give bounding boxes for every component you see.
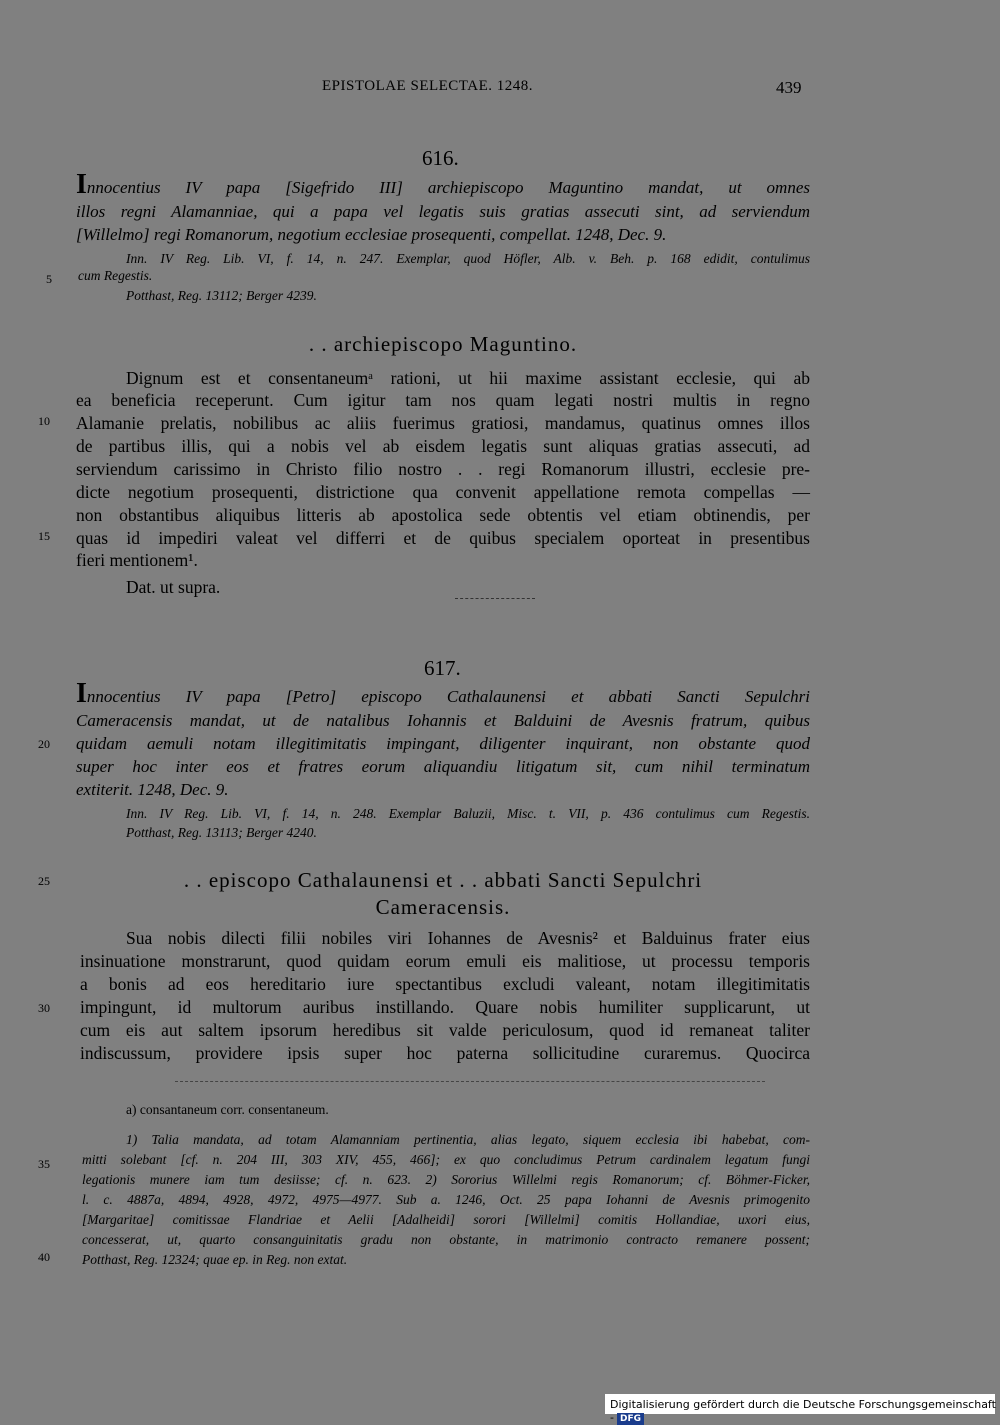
digitization-footer [610, 1398, 1000, 1425]
footer-text: Digitalisierung gefördert durch die Deutsche Forschungsgemeinschaft - [610, 1398, 996, 1424]
footnote-separator [175, 1081, 765, 1082]
body-616-line-9: fieri mentionem¹. [76, 550, 198, 570]
dropcap: I [76, 678, 87, 709]
body-617-line-4: impingunt, id multorum auribus instillando. Quare nobis humiliter supplicarunt, ut [80, 997, 810, 1017]
footnote-line-7: Potthast, Reg. 12324; quae ep. in Reg. non extat. [82, 1252, 348, 1267]
source-617-line-2: Potthast, Reg. 13113; Berger 4240. [126, 825, 317, 840]
summary-text: nnocentius IV papa [Sigefrido III] archiepiscopo Maguntino mandat, ut omnes [86, 178, 810, 197]
source-616-line-2: cum Regestis. [78, 268, 153, 283]
body-616-line-1: Dignum est et consentaneumᵃ rationi, ut hii maxime assistant ecclesie, qui ab [126, 368, 810, 388]
address-617-line-1: . . episcopo Cathalaunensi et . . abbati Sancti Sepulchri [183, 868, 703, 892]
body-616-line-4: de partibus illis, qui a nobis vel ab eisdem legatis sunt aliquas gratias assecuti, ad [76, 436, 810, 456]
page-number: 439 [776, 78, 802, 97]
body-616-line-7: non obstantibus aliquibus litteris ab apostolica sede obtentis vel etiam obtinendis, per [76, 505, 810, 525]
body-617-line-5: cum eis aut saltem ipsorum heredibus sit valde periculosum, quod id remaneat taliter [80, 1020, 810, 1040]
summary-617-line-4: super hoc inter eos et fratres eorum aliquandiu litigatum sit, cum nihil terminatum [76, 757, 810, 776]
summary-text: nnocentius IV papa [Petro] episcopo Cathalaunensi et abbati Sancti Sepulchri [86, 687, 810, 706]
summary-617-line-3: quidam aemuli notam illegitimitatis impingant, diligenter inquirant, non obstante quod [76, 734, 810, 753]
margin-line-number: 10 [38, 414, 50, 428]
summary-617-line-1 [76, 678, 810, 709]
document-number-616: 616. [422, 146, 459, 170]
margin-line-number: 15 [38, 529, 50, 543]
margin-line-number: 5 [46, 272, 52, 286]
document-number-617: 617. [424, 656, 461, 680]
source-617-line-1: Inn. IV Reg. Lib. VI, f. 14, n. 248. Exemplar Baluzii, Misc. t. VII, p. 436 contulimus cum Regestis. [126, 806, 810, 821]
footnote-line-2: mitti solebant [cf. n. 204 III, 303 XIV, 455, 466]; ex quo concludimus Petrum cardinalem legatum fungi [82, 1152, 810, 1167]
margin-line-number: 30 [38, 1001, 50, 1015]
footnote-line-1: 1) Talia mandata, ad totam Alamanniam pertinentia, alias legato, siquem ecclesia ibi habebat, com- [126, 1132, 810, 1147]
margin-line-number: 20 [38, 737, 50, 751]
margin-line-number: 35 [38, 1157, 50, 1171]
footnote-line-6: concesserat, ut, quarto consanguinitatis gradu non obstante, in matrimonio contracto remanere possent; [82, 1232, 810, 1247]
body-616-line-8: quas id impediri valeat vel differri et de quibus specialem oporteat in presentibus [76, 528, 810, 548]
address-616: . . archiepiscopo Maguntino. [308, 332, 578, 356]
summary-617-line-5: extiterit. 1248, Dec. 9. [76, 780, 229, 799]
margin-line-number: 25 [38, 874, 50, 888]
source-616-line-1: Inn. IV Reg. Lib. VI, f. 14, n. 247. Exemplar, quod Höfler, Alb. v. Beh. p. 168 edidit, contulimus [126, 251, 810, 266]
body-617-line-2: insinuatione monstrarunt, quod quidam eorum emuli eis malitiose, ut processu temporis [80, 951, 810, 971]
body-617-line-1: Sua nobis dilecti filii nobiles viri Iohannes de Avesnis² et Balduinus frater eius [126, 928, 810, 948]
footnote-line-3: legationis munere iam tum desiisse; cf. n. 623. 2) Sororius Willelmi regis Romanorum; cf. Böhmer-Ficker, [82, 1172, 810, 1187]
body-616-line-2: ea beneficia receperunt. Cum igitur tam nos quam legati nostri multis in regno [76, 390, 810, 410]
summary-616-line-1 [76, 169, 810, 200]
footnote-line-5: [Margaritae] comitissae Flandriae et Aelii [Adalheidi] sorori [Willelmi] comitis Hollandiae, uxori eius, [82, 1212, 810, 1227]
footnote-line-4: l. c. 4887a, 4894, 4928, 4972, 4975—4977. Sub a. 1246, Oct. 25 papa Iohanni de Avesnis primogenito [82, 1192, 810, 1207]
address-617-line-2: Cameracensis. [375, 895, 511, 919]
body-616-line-5: serviendum carissimo in Christo filio nostro . . regi Romanorum illustri, ecclesie pre- [76, 459, 810, 479]
footnote-a: a) consantaneum corr. consentaneum. [126, 1102, 329, 1117]
body-617-line-6: indiscussum, providere ipsis super hoc paterna sollicitudine curaremus. Quocirca [80, 1043, 810, 1063]
summary-617-line-2: Cameracensis mandat, ut de natalibus Iohannis et Balduini de Avesnis fratrum, quibus [76, 711, 810, 730]
body-616-line-3: Alamanie prelatis, nobilibus ac aliis fuerimus gratiosi, mandamus, quatinus omnes illos [76, 413, 810, 433]
dropcap: I [76, 169, 87, 200]
dfg-logo: DFG [617, 1413, 644, 1425]
running-header: EPISTOLAE SELECTAE. 1248. [322, 78, 534, 94]
summary-616-line-3: [Willelmo] regi Romanorum, negotium ecclesiae prosequenti, compellat. 1248, Dec. 9. [76, 225, 667, 244]
summary-616-line-2: illos regni Alamanniae, qui a papa vel legatis suis gratias assecuti sint, ad serviendum [76, 202, 810, 221]
closing-616: Dat. ut supra. [126, 577, 221, 597]
body-616-line-6: dicte negotium prosequenti, districtione qua convenit appellatione remota compellas — [76, 482, 810, 502]
body-617-line-3: a bonis ad eos hereditario iure spectantibus excludi valeant, notam illegitimitatis [80, 974, 810, 994]
margin-line-number: 40 [38, 1250, 50, 1264]
section-divider [455, 598, 535, 599]
source-616-line-3: Potthast, Reg. 13112; Berger 4239. [126, 288, 317, 303]
